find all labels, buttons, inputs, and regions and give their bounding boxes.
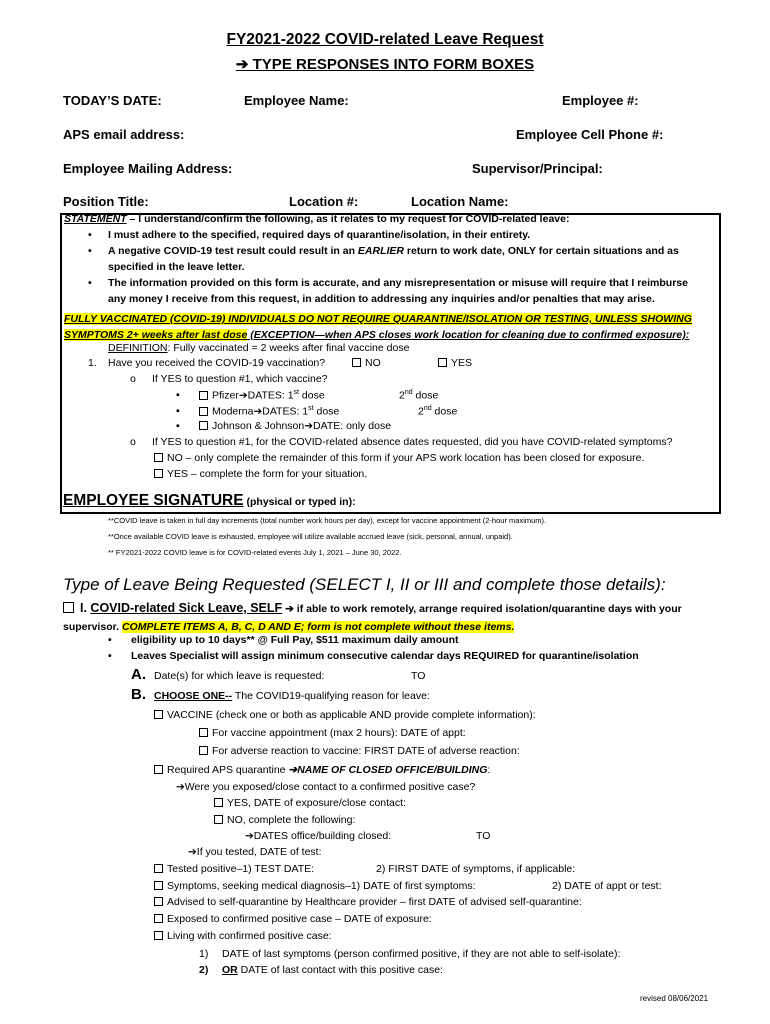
vaccinated-notice-1: FULLY VACCINATED (COVID-19) INDIVIDUALS DO NOT REQUIRE QUARANTINE/ISOLATION OR TESTING, UNLESS SHOWING: [64, 313, 692, 325]
living-2-text[interactable]: OR DATE of last contact with this positive case:: [222, 964, 443, 976]
vaccine-appointment-option[interactable]: For vaccine appointment (max 2 hours): DATE of appt:: [199, 727, 466, 739]
living-1-text[interactable]: DATE of last symptoms (person confirmed positive, if they are not able to self-isolate):: [222, 948, 621, 960]
revised-date: revised 08/06/2021: [640, 994, 709, 1003]
leave-type-heading: Type of Leave Being Requested (SELECT I, II or III and complete those details):: [63, 575, 666, 594]
checkbox-icon[interactable]: [63, 602, 74, 613]
employee-name-label[interactable]: Employee Name:: [244, 93, 349, 108]
pfizer-option[interactable]: Pfizer➔DATES: 1st dose: [199, 389, 325, 402]
sub-marker: o: [130, 436, 136, 448]
exposed-question: ➔Were you exposed/close contact to a confirmed positive case?: [176, 781, 476, 793]
exposed-yes-option[interactable]: YES, DATE of exposure/close contact:: [214, 797, 406, 809]
checkbox-icon[interactable]: [154, 931, 163, 940]
jj-option[interactable]: Johnson & Johnson➔DATE: only dose: [199, 420, 391, 432]
checkbox-icon[interactable]: [154, 453, 163, 462]
advised-option[interactable]: Advised to self-quarantine by Healthcare provider – first DATE of advised self-quarantine:: [154, 896, 582, 908]
q1-no-option[interactable]: NO: [352, 357, 381, 369]
checkbox-icon[interactable]: [154, 914, 163, 923]
living-1-number: 1): [199, 948, 209, 960]
employee-signature[interactable]: EMPLOYEE SIGNATURE (physical or typed in):: [63, 492, 356, 509]
bullet-marker: •: [108, 650, 112, 662]
checkbox-icon[interactable]: [214, 815, 223, 824]
living-2-number: 2): [199, 964, 209, 976]
form-instruction: ➔ TYPE RESPONSES INTO FORM BOXES: [235, 56, 535, 73]
mailing-address-label[interactable]: Employee Mailing Address:: [63, 161, 233, 176]
sub-marker: o: [130, 373, 136, 385]
statement-bullet-1: I must adhere to the specified, required days of quarantine/isolation, in their entirety.: [108, 229, 531, 241]
aps-email-label[interactable]: APS email address:: [63, 127, 185, 142]
item-a-letter: A.: [131, 666, 146, 683]
checkbox-icon[interactable]: [438, 358, 447, 367]
dates-closed-to: TO: [476, 830, 491, 842]
exposed-case-option[interactable]: Exposed to confirmed positive case – DATE of exposure:: [154, 913, 432, 925]
employee-number-label[interactable]: Employee #:: [562, 93, 639, 108]
vaccine-adverse-option[interactable]: For adverse reaction to vaccine: FIRST DATE of adverse reaction:: [199, 745, 520, 757]
form-title: FY2021-2022 COVID-related Leave Request: [226, 31, 544, 48]
todays-date-label[interactable]: TODAY’S DATE:: [63, 93, 162, 108]
eligibility-bullet: eligibility up to 10 days** @ Full Pay, $511 maximum daily amount: [131, 634, 459, 646]
checkbox-icon[interactable]: [199, 728, 208, 737]
if-tested[interactable]: ➔If you tested, DATE of test:: [188, 846, 322, 858]
location-number-label[interactable]: Location #:: [289, 194, 359, 209]
bullet-marker: •: [108, 634, 112, 646]
option-i[interactable]: I. COVID-related Sick Leave, SELF ➔ if able to work remotely, arrange required isolation/quarantine days with your: [63, 599, 682, 617]
tested-positive-option[interactable]: Tested positive–1) TEST DATE:: [154, 863, 314, 875]
pfizer-second-dose[interactable]: 2nd dose: [399, 389, 439, 402]
checkbox-icon[interactable]: [154, 864, 163, 873]
location-name-label[interactable]: Location Name:: [411, 194, 509, 209]
checkbox-icon[interactable]: [214, 798, 223, 807]
exposed-no-option[interactable]: NO, complete the following:: [214, 814, 355, 826]
note-2: **Once available COVID leave is exhausted, employee will utilize available accrued leave (sick, personal, annual, unpaid).: [108, 532, 513, 541]
definition: DEFINITION: Fully vaccinated = 2 weeks after final vaccine dose: [108, 342, 410, 354]
vaccinated-notice-2: SYMPTOMS 2+ weeks after last dose (EXCEPTION—when APS closes work location for cleaning due to confirmed exposure):: [64, 329, 690, 341]
note-1: **COVID leave is taken in full day increments (total number work hours per day), except for vaccine appointment (2-hour maximum).: [108, 516, 547, 525]
q1-yes-option[interactable]: YES: [438, 357, 472, 369]
checkbox-icon[interactable]: [154, 881, 163, 890]
item-b-letter: B.: [131, 686, 146, 703]
bullet-marker: •: [88, 245, 92, 257]
statement-bullet-3: The information provided on this form is accurate, and any misrepresentation or misuse will require that I reimburse: [108, 277, 688, 289]
position-title-label[interactable]: Position Title:: [63, 194, 149, 209]
moderna-option[interactable]: Moderna➔DATES: 1st dose: [199, 405, 339, 418]
bullet-marker: ▪: [176, 420, 180, 432]
tested-positive-symptoms[interactable]: 2) FIRST DATE of symptoms, if applicable:: [376, 863, 576, 875]
which-vaccine: If YES to question #1, which vaccine?: [152, 373, 328, 385]
cell-phone-label[interactable]: Employee Cell Phone #:: [516, 127, 664, 142]
checkbox-icon[interactable]: [199, 407, 208, 416]
bullet-marker: ▪: [176, 389, 180, 401]
checkbox-icon[interactable]: [199, 391, 208, 400]
item-b-text: CHOOSE ONE-- The COVID19-qualifying reason for leave:: [154, 690, 430, 702]
statement-intro: STATEMENT – I understand/confirm the following, as it relates to my request for COVID-related leave:: [64, 213, 570, 225]
symptoms-yes-option[interactable]: YES – complete the form for your situation.: [154, 468, 367, 480]
leaves-specialist-bullet: Leaves Specialist will assign minimum consecutive calendar days REQUIRED for quarantine/isolation: [131, 650, 639, 662]
q1-text: Have you received the COVID-19 vaccination?: [108, 357, 326, 369]
vaccine-option[interactable]: VACCINE (check one or both as applicable AND provide complete information):: [154, 709, 536, 721]
checkbox-icon[interactable]: [154, 469, 163, 478]
checkbox-icon[interactable]: [199, 746, 208, 755]
item-a-to: TO: [411, 670, 426, 682]
option-i-line-2: supervisor. COMPLETE ITEMS A, B, C, D AND E; form is not complete without these items.: [63, 621, 515, 633]
checkbox-icon[interactable]: [154, 897, 163, 906]
checkbox-icon[interactable]: [154, 765, 163, 774]
q1-number: 1.: [88, 357, 97, 369]
supervisor-label[interactable]: Supervisor/Principal:: [472, 161, 603, 176]
statement-bullet-3-cont: any money I receive from this request, in addition to addressing any inquiries and/or penalties that may arise.: [108, 293, 655, 305]
checkbox-icon[interactable]: [352, 358, 361, 367]
symptoms-option[interactable]: Symptoms, seeking medical diagnosis–1) DATE of first symptoms:: [154, 880, 476, 892]
living-option[interactable]: Living with confirmed positive case:: [154, 930, 332, 942]
item-a-text[interactable]: Date(s) for which leave is requested:: [154, 670, 325, 682]
bullet-marker: •: [88, 277, 92, 289]
moderna-second-dose[interactable]: 2nd dose: [418, 405, 458, 418]
bullet-marker: ▪: [176, 405, 180, 417]
note-3: ** FY2021-2022 COVID leave is for COVID-related events July 1, 2021 – June 30, 2022.: [108, 548, 402, 557]
checkbox-icon[interactable]: [154, 710, 163, 719]
checkbox-icon[interactable]: [199, 421, 208, 430]
statement-bullet-2: A negative COVID-19 test result could result in an EARLIER return to work date, ONLY for certain situations and as: [108, 245, 679, 257]
statement-bullet-2-cont: specified in the leave letter.: [108, 261, 245, 273]
symptoms-question: If YES to question #1, for the COVID-related absence dates requested, did you have COVID-related symptoms?: [152, 436, 673, 448]
symptoms-appt[interactable]: 2) DATE of appt or test:: [552, 880, 662, 892]
bullet-marker: •: [88, 229, 92, 241]
dates-closed[interactable]: ➔DATES office/building closed:: [245, 830, 392, 842]
quarantine-option[interactable]: Required APS quarantine ➔NAME OF CLOSED OFFICE/BUILDING:: [154, 764, 490, 776]
symptoms-no-option[interactable]: NO – only complete the remainder of this form if your APS work location has been closed for exposure.: [154, 452, 644, 464]
